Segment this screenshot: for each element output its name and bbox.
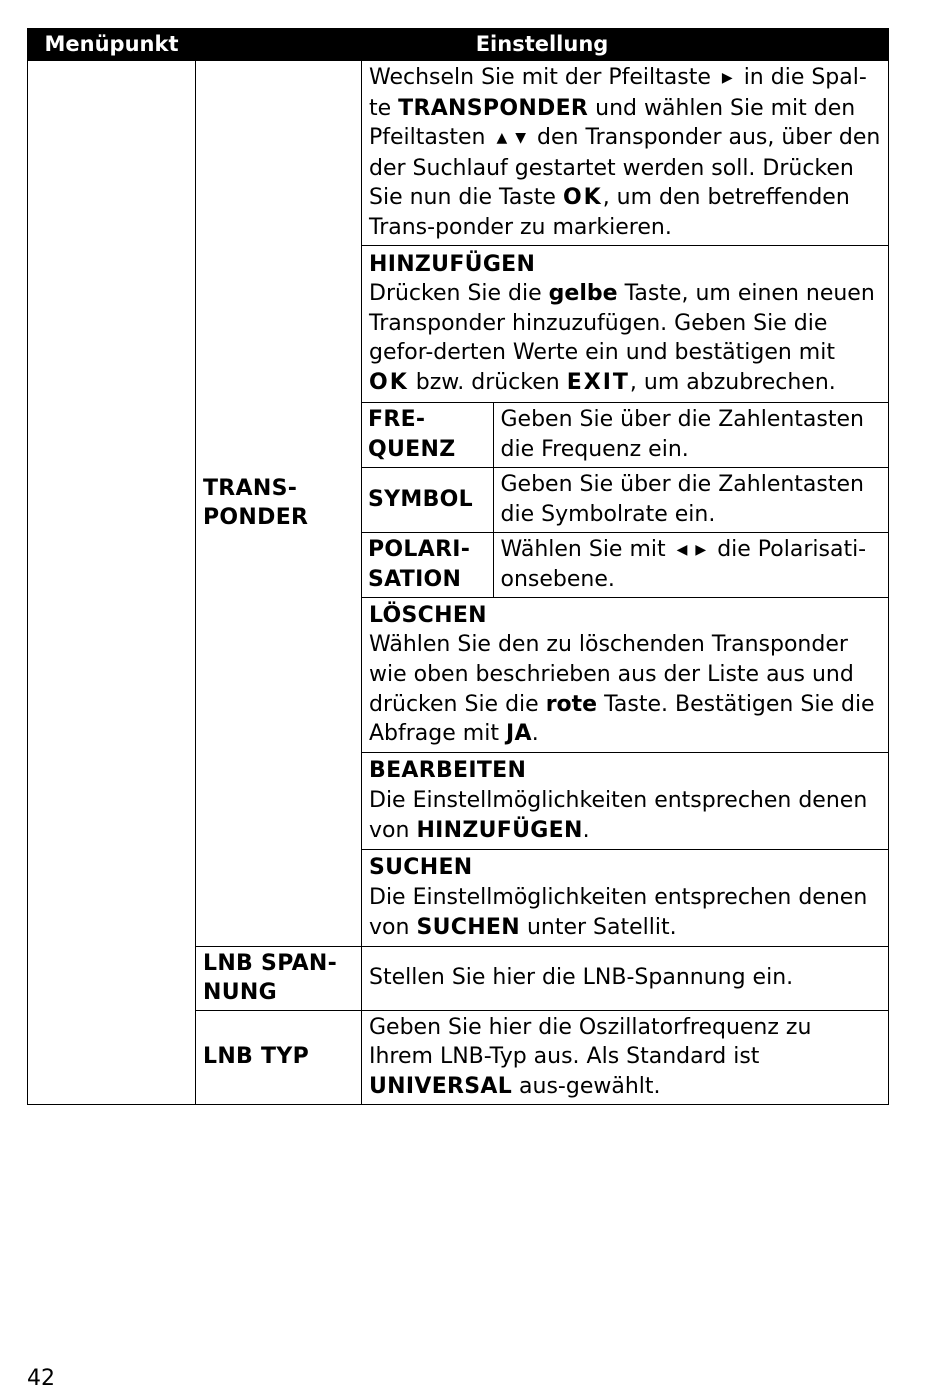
symbol-label: SYMBOL — [362, 467, 493, 532]
transponder-row — [28, 61, 889, 947]
empty-menu-cell — [28, 61, 196, 1105]
search-section: SUCHEN Die Einstellmöglichkeiten entsprechen denen von SUCHEN unter Satellit. — [362, 849, 888, 946]
ok-key-label: OK — [562, 185, 603, 211]
lnb-type-label: LNB TYP — [196, 1010, 362, 1104]
delete-row — [362, 597, 888, 752]
transponder-details — [362, 61, 889, 947]
transponder-inner-table — [362, 61, 888, 946]
edit-section: BEARBEITEN Die Einstellmöglichkeiten entsprechen denen von HINZUFÜGEN. — [362, 752, 888, 849]
header-setting: Einstellung — [196, 29, 889, 61]
frequency-label: FRE- QUENZ — [362, 402, 493, 467]
settings-table — [27, 28, 889, 1105]
polarisation-label: POLARI- SATION — [362, 532, 493, 597]
search-row — [362, 849, 888, 946]
arrow-down-icon: ▼ — [515, 130, 527, 147]
header-menu-item: Menüpunkt — [28, 29, 196, 61]
add-row — [362, 245, 888, 402]
arrow-up-icon: ▲ — [496, 130, 508, 147]
add-title: HINZUFÜGEN — [369, 251, 536, 277]
add-section: HINZUFÜGEN Drücken Sie die gelbe Taste, um einen neuen Transponder hinzuzufügen. Geben Sie die gefor-derten Werte ein und bestätigen mit OK bzw. drücken EXIT, um abzubrechen. — [362, 245, 888, 402]
lnb-voltage-text: Stellen Sie hier die LNB-Spannung ein. — [362, 946, 889, 1010]
page-number: 42 — [27, 1366, 55, 1391]
arrow-left-icon: ◀ — [676, 541, 688, 558]
sub-row-symbol — [362, 467, 888, 532]
transponder-label: TRANS- PONDER — [196, 61, 362, 947]
sub-row-polarisation — [362, 532, 888, 597]
edit-row — [362, 752, 888, 849]
delete-title: LÖSCHEN — [369, 602, 487, 628]
arrow-right-icon: ▶ — [695, 541, 707, 558]
sub-row-frequency — [362, 402, 888, 467]
search-title: SUCHEN — [369, 855, 473, 881]
frequency-text: Geben Sie über die Zahlentasten die Frequenz ein. — [493, 402, 888, 467]
table-header-row — [28, 29, 889, 61]
arrow-right-icon: ▶ — [721, 70, 733, 86]
transponder-intro-row — [362, 61, 888, 245]
symbol-text: Geben Sie über die Zahlentasten die Symbolrate ein. — [493, 467, 888, 532]
lnb-type-text: Geben Sie hier die Oszillatorfrequenz zu Ihrem LNB-Typ aus. Als Standard ist UNIVERSAL aus-gewählt. — [362, 1010, 889, 1104]
edit-title: BEARBEITEN — [369, 758, 527, 784]
delete-section: LÖSCHEN Wählen Sie den zu löschenden Transponder wie oben beschrieben aus der Liste aus und drücken Sie die rote Taste. Bestätigen Sie die Abfrage mit JA. — [362, 597, 888, 752]
lnb-voltage-label: LNB SPAN- NUNG — [196, 946, 362, 1010]
transponder-intro-text: Wechseln Sie mit der Pfeiltaste ▶ in die Spal-te TRANSPONDER und wählen Sie mit den Pfeiltasten ▲ ▼ den Transponder aus, über den der Suchlauf gestartet werden soll. Drücken Sie nun die Taste OK, um den betreffenden Trans-ponder zu markieren. — [362, 61, 888, 245]
polarisation-text: Wählen Sie mit ◀ ▶ die Polarisati-onsebene. — [493, 532, 888, 597]
